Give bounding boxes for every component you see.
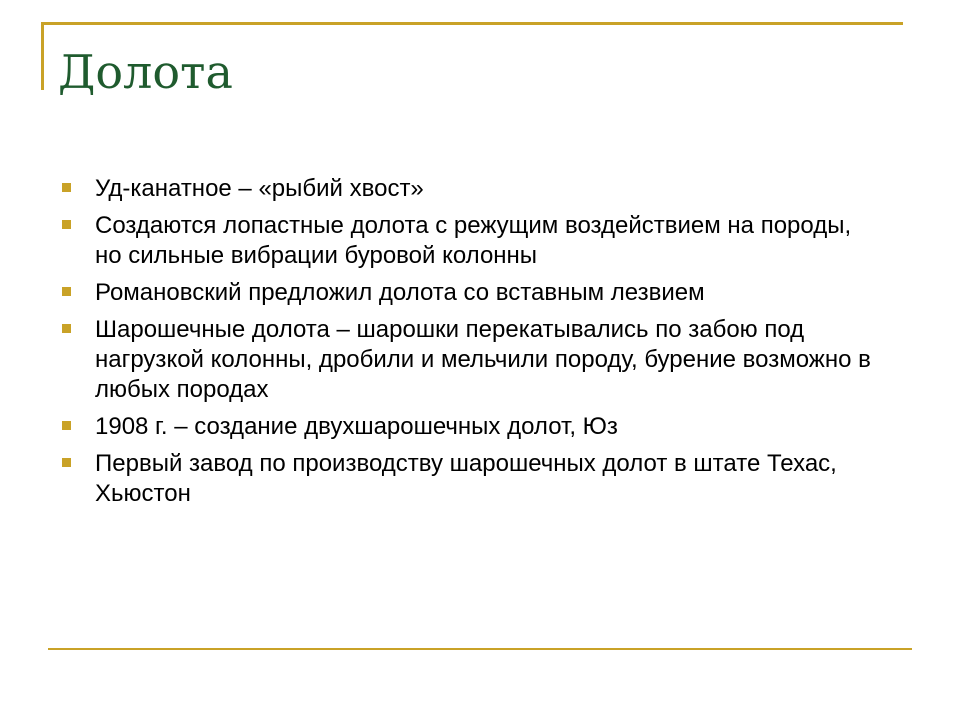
bullet-text: Создаются лопастные долота с режущим воздействием на породы, но сильные вибрации буровой колонны <box>95 212 852 269</box>
bullet-item <box>62 449 882 509</box>
bullet-list <box>62 174 882 516</box>
bullet-item <box>62 412 882 442</box>
square-bullet-icon <box>62 324 71 333</box>
bullet-item <box>62 174 882 204</box>
bottom-rule <box>48 648 912 650</box>
square-bullet-icon <box>62 183 71 192</box>
slide-title: Долота <box>58 45 233 99</box>
bullet-text: 1908 г. – создание двухшарошечных долот, Юз <box>95 413 618 440</box>
left-rule <box>41 22 44 90</box>
bullet-item <box>62 315 882 405</box>
bullet-item <box>62 278 882 308</box>
square-bullet-icon <box>62 287 71 296</box>
bullet-text: Уд-канатное – «рыбий хвост» <box>95 175 424 202</box>
bullet-text: Романовский предложил долота со вставным лезвием <box>95 279 705 306</box>
bullet-text: Первый завод по производству шарошечных долот в штате Техас, Хьюстон <box>95 450 837 507</box>
square-bullet-icon <box>62 220 71 229</box>
square-bullet-icon <box>62 421 71 430</box>
top-rule <box>41 22 903 25</box>
bullet-text: Шарошечные долота – шарошки перекатывались по забою под нагрузкой колонны, дробили и мельчили породу, бурение возможно в любых породах <box>95 316 871 403</box>
bullet-item <box>62 211 882 271</box>
square-bullet-icon <box>62 458 71 467</box>
